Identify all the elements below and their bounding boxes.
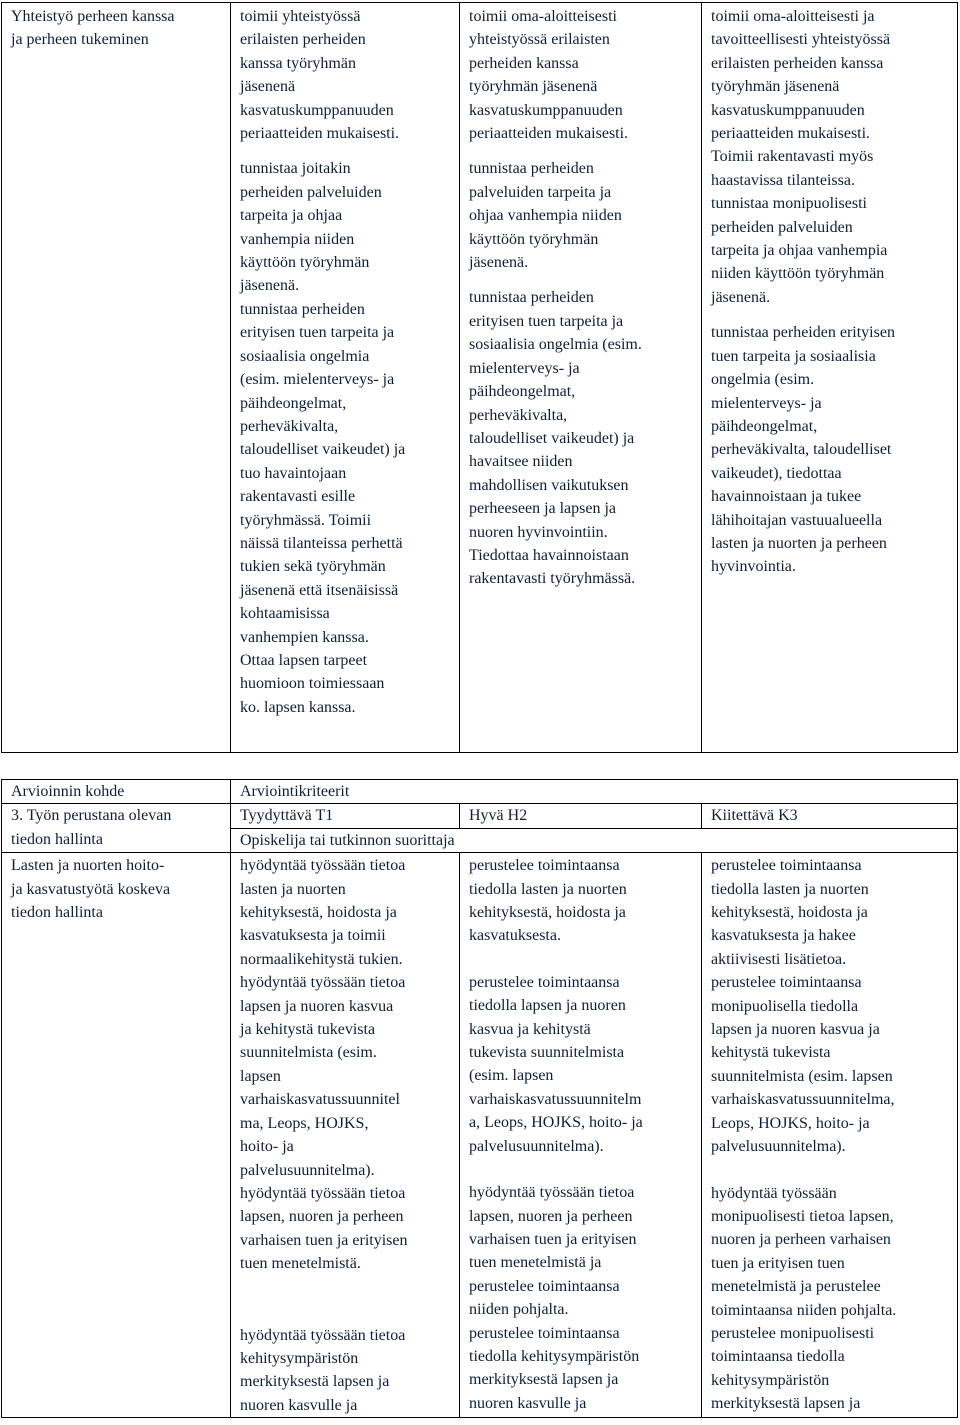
- h2-criterion: perustelee toimintaansa tiedolla lapsen ja nuoren kasvua ja kehitystä tukevista suunnitelmista (esim. lapsen varhaiskasvatussuunnitelm a, Leops, HOJKS, hoito- ja palvelusuunnitelma).: [469, 973, 643, 1155]
- h2-criterion: perustelee toimintaansa tiedolla lasten ja nuorten kehityksestä, hoidosta ja kasvatuksesta.: [469, 857, 627, 945]
- t1-criterion: hyödyntää työssään tietoa lasten ja nuorten kehityksestä, hoidosta ja kasvatuksesta ja toimii normaalikehitystä tukien.: [240, 857, 406, 968]
- grade-k3: [702, 804, 958, 828]
- assessment-area-label: Yhteistyö perheen kanssa ja perheen tukeminen: [11, 8, 175, 49]
- h2-criteria-cell: [460, 3, 702, 753]
- h2-criterion: perustelee toimintaansa tiedolla kehitysympäristön merkityksestä lapsen ja nuoren kasvulle ja: [469, 1324, 640, 1412]
- t1-criterion: hyödyntää työssään tietoa kehitysympäristön merkityksestä lapsen ja nuoren kasvulle ja: [240, 1326, 406, 1414]
- k3-criterion: perustelee toimintaansa monipuolisella tiedolla lapsen ja nuoren kasvua ja kehitystä tukevista suunnitelmista (esim. lapsen varhaiskasvatussuunnitelma, Leops, HOJKS, hoito- ja palvelusuunnitelma).: [711, 974, 895, 1156]
- subject-cell: [231, 828, 958, 852]
- assessment-area-cell: [2, 853, 231, 1418]
- t1-criterion: hyödyntää työssään tietoa lapsen ja nuoren kasvua ja kehitystä tukevista suunnitelmista (esim. lapsen varhaiskasvatussuunnitel ma, Leops, HOJKS, hoito- ja palvelusuunnitelma).: [240, 974, 406, 1179]
- h2-criterion: tunnistaa perheiden palveluiden tarpeita ja ohjaa vanhempia niiden käyttöön työryhmän jäsenenä.: [469, 160, 622, 272]
- k3-criteria-cell: [702, 853, 958, 1418]
- k3-criterion: toimii oma-aloitteisesti ja tavoitteellisesti yhteistyössä erilaisten perheiden kanssa työryhmän jäsenenä kasvatuskumppanuuden periaatteiden mukaisesti. Toimii rakentavasti myös haastavissa tilanteissa.: [711, 8, 891, 189]
- t1-criteria-cell: [231, 3, 460, 753]
- grade-h2-label: Hyvä H2: [469, 807, 528, 825]
- h2-criterion: tunnistaa perheiden erityisen tuen tarpeita ja sosiaalisia ongelmia (esim. mielenterveys- ja päihdeongelmat, perheväkivalta, taloudelliset vaikeudet) ja havaitsee niiden mahdollisen vaikutuksen perheeseen ja lapsen ja nuoren hyvinvointiin. Tiedottaa havainnoistaan rakentavasti työryhmässä.: [469, 289, 642, 588]
- k3-criterion: hyödyntää työssään monipuolisesti tietoa lapsen, nuoren ja perheen varhaisen tuen ja erityisen tuen menetelmistä ja perustelee toimintaansa niiden pohjalta.: [711, 1184, 897, 1319]
- grade-t1-label: Tyydyttävä T1: [240, 807, 334, 825]
- subject-label: Opiskelija tai tutkinnon suorittaja: [240, 831, 455, 849]
- grade-k3-label: Kiitettävä K3: [711, 807, 798, 825]
- grade-t1: [231, 804, 460, 828]
- assessment-area-label: Lasten ja nuorten hoito- ja kasvatustyötä koskeva tiedon hallinta: [11, 857, 171, 922]
- header-assessment-criteria: [231, 780, 958, 804]
- header-assessment-target: [2, 780, 231, 804]
- h2-criteria-cell: [460, 853, 702, 1418]
- header-assessment-criteria-label: Arviointikriteerit: [240, 783, 350, 800]
- k3-criteria-cell: [702, 3, 958, 753]
- section-title-cell: [2, 804, 231, 853]
- k3-criterion: perustelee toimintaansa tiedolla lasten ja nuorten kehityksestä, hoidosta ja kasvatuksesta ja hakee aktiivisesti lisätietoa.: [711, 857, 869, 968]
- h2-criterion: toimii oma-aloitteisesti yhteistyössä erilaisten perheiden kanssa työryhmän jäsenenä kasvatuskumppanuuden periaatteiden mukaisesti.: [469, 8, 629, 143]
- t1-criterion: hyödyntää työssään tietoa lapsen, nuoren ja perheen varhaisen tuen ja erityisen tuen menetelmistä.: [240, 1184, 408, 1273]
- assessment-area-cell: [2, 3, 231, 753]
- k3-criterion: tunnistaa monipuolisesti perheiden palveluiden tarpeita ja ohjaa vanhempia niiden käyttöön työryhmän jäsenenä.: [711, 195, 888, 306]
- t1-criterion: toimii yhteistyössä erilaisten perheiden kanssa työryhmän jäsenenä kasvatuskumppanuuden periaatteiden mukaisesti.: [240, 8, 400, 143]
- h2-criterion: hyödyntää työssään tietoa lapsen, nuoren ja perheen varhaisen tuen ja erityisen tuen menetelmistä ja perustelee toimintaansa niiden pohjalta.: [469, 1184, 637, 1319]
- t1-criterion: tunnistaa perheiden erityisen tuen tarpeita ja sosiaalisia ongelmia (esim. mielenterveys- ja päihdeongelmat, perheväkivalta, taloudelliset vaikeudet) ja tuo havaintojaan rakentavasti esille työryhmässä. Toimii näissä tilanteissa perhettä tukien sekä työryhmän jäsenenä että itsenäisissä kohtaamisissa vanhempien kanssa. Ottaa lapsen tarpeet huomioon toimiessaan ko. lapsen kanssa.: [240, 300, 406, 716]
- grade-h2: [460, 804, 702, 828]
- t1-criterion: tunnistaa joitakin perheiden palveluiden tarpeita ja ohjaa vanhempia niiden käyttöön työryhmän jäsenenä.: [240, 160, 382, 295]
- criteria-table-knowledge: [1, 779, 958, 1418]
- k3-criterion: tunnistaa perheiden erityisen tuen tarpeita ja sosiaalisia ongelmia (esim. mielenterveys- ja päihdeongelmat, perheväkivalta, taloudelliset vaikeudet), tiedottaa havainnoistaan ja tukee lähihoitajan vastuualueella lasten ja nuorten ja perheen hyvinvointia.: [711, 324, 895, 576]
- section-title: 3. Työn perustana olevan tiedon hallinta: [11, 807, 172, 848]
- t1-criteria-cell: [231, 853, 460, 1418]
- header-assessment-target-label: Arvioinnin kohde: [11, 783, 125, 800]
- criteria-table-family-cooperation: [1, 2, 958, 753]
- k3-criterion: perustelee monipuolisesti toimintaansa tiedolla kehitysympäristön merkityksestä lapsen ja: [711, 1324, 875, 1413]
